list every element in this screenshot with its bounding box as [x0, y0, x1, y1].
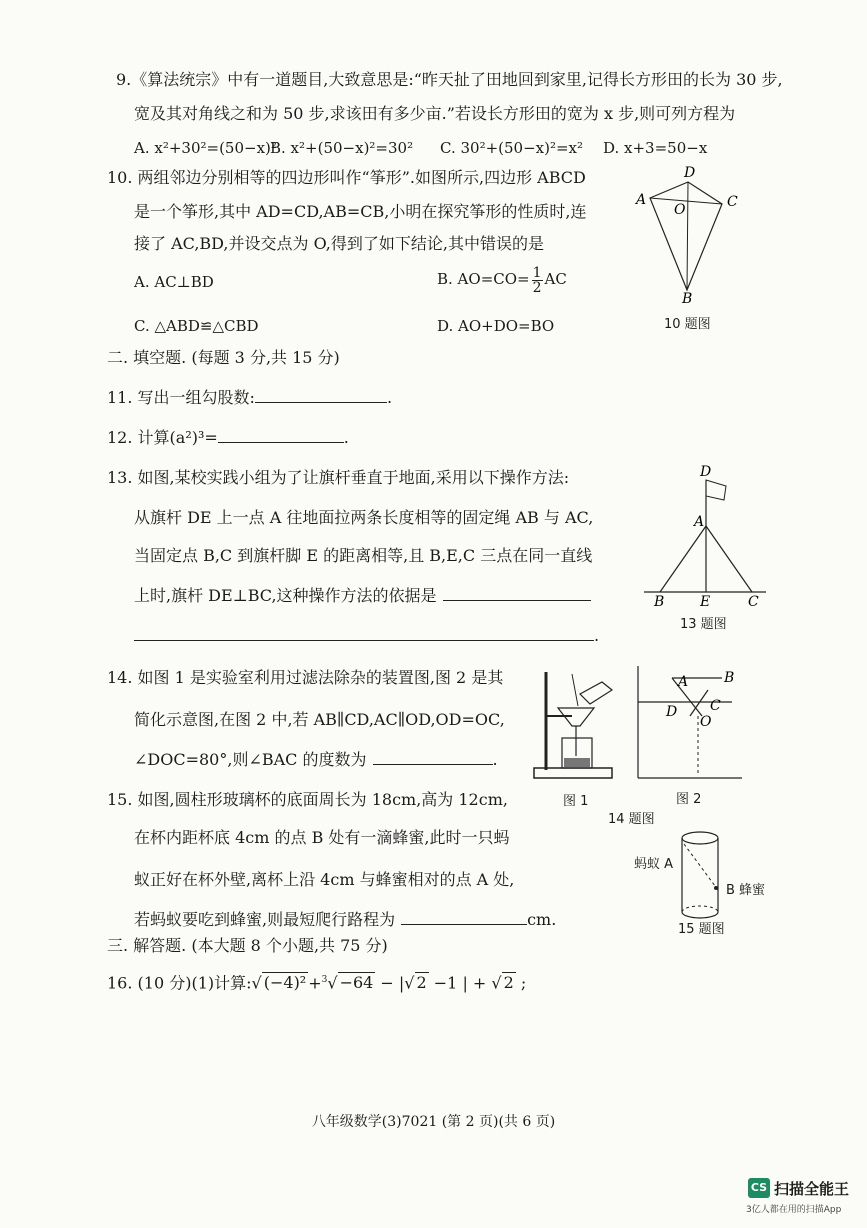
q15-line3: 蚁正好在杯外壁,离杯上沿 4cm 与蜂蜜相对的点 A 处, — [134, 870, 515, 889]
q10-option-b: B. AO=CO= $\frac{1}{2}$ AC — [437, 264, 567, 296]
figure-10-caption: 10 题图 — [664, 317, 711, 332]
q15-line4: 若蚂蚁要吃到蜂蜜,则最短爬行路程为 cm. — [134, 910, 557, 929]
watermark-subtitle: 3亿人都在用的扫描App — [746, 1205, 842, 1215]
fig13-label-c: C — [748, 594, 759, 610]
figure-14-schematic — [632, 664, 752, 784]
cube-root-icon: √ — [327, 973, 338, 993]
figure-15-caption: 15 题图 — [678, 922, 725, 937]
figure-14-caption: 14 题图 — [608, 812, 655, 827]
fig13-label-d: D — [700, 464, 712, 480]
figure-14-1-caption: 图 1 — [563, 794, 589, 809]
figure-15-cylinder — [676, 828, 736, 924]
fig14-label-b: B — [724, 670, 735, 686]
q10-option-c: C. △ABD≌△CBD — [134, 317, 259, 335]
q9-option-a: A. x²+30²=(50−x)² — [134, 139, 277, 157]
watermark-name: 扫描全能王 — [774, 1180, 850, 1198]
figure-14-apparatus — [528, 664, 624, 784]
fig14-label-a: A — [678, 674, 689, 690]
fig13-label-e: E — [700, 594, 711, 610]
q10-line3: 接了 AC,BD,并设交点为 O,得到了如下结论,其中错误的是 — [134, 234, 544, 253]
q9-option-c: C. 30²+(50−x)²=x² — [440, 139, 584, 157]
fig10-label-c: C — [727, 194, 738, 210]
q11: 11. 写出一组勾股数: . — [107, 388, 393, 407]
fig10-label-a: A — [636, 192, 647, 208]
fig13-label-b: B — [654, 594, 665, 610]
fraction-half: $\frac{1}{2}$ — [532, 264, 542, 296]
q9-line2: 宽及其对角线之和为 50 步,求该田有多少亩.”若设长方形田的宽为 x 步,则可列方程为 — [134, 104, 736, 123]
label-ant-a: 蚂蚁 A — [634, 857, 674, 872]
q13-answer-blank[interactable] — [443, 586, 591, 601]
section-3-title: 三. 解答题. (本大题 8 个小题,共 75 分) — [107, 936, 388, 955]
q12-answer-blank[interactable] — [218, 428, 344, 443]
q10-line2: 是一个筝形,其中 AD=CD,AB=CB,小明在探究筝形的性质时,连 — [134, 202, 587, 221]
sqrt-icon: √ — [251, 973, 262, 993]
section-2-title: 二. 填空题. (每题 3 分,共 15 分) — [107, 348, 340, 367]
camscanner-logo: CS — [748, 1178, 770, 1198]
sqrt-icon: √ — [404, 973, 415, 993]
figure-10-kite — [620, 160, 760, 310]
q10-option-a: A. AC⊥BD — [134, 273, 214, 291]
label-honey-b: B 蜂蜜 — [726, 883, 766, 898]
q9-option-d: D. x+3=50−x — [603, 139, 708, 157]
scanner-watermark — [748, 1178, 860, 1218]
q9-line1: 9.《算法统宗》中有一道题目,大致意思是:“昨天扯了田地回到家里,记得长方形田的长为 30 步, — [116, 70, 783, 89]
q15-line2: 在杯内距杯底 4cm 的点 B 处有一滴蜂蜜,此时一只蚂 — [134, 828, 510, 847]
q14-line2: 简化示意图,在图 2 中,若 AB∥CD,AC∥OD,OD=OC, — [134, 710, 505, 729]
q13-line2: 从旗杆 DE 上一点 A 往地面拉两条长度相等的固定绳 AB 与 AC, — [134, 508, 594, 527]
fig13-label-a: A — [694, 514, 705, 530]
page-footer: 八年级数学(3)7021 (第 2 页)(共 6 页) — [311, 1114, 556, 1130]
q15-line1: 15. 如图,圆柱形玻璃杯的底面周长为 18cm,高为 12cm, — [107, 790, 508, 809]
q13-line4: 上时,旗杆 DE⊥BC,这种操作方法的依据是 — [134, 586, 591, 606]
fig10-label-b: B — [682, 291, 693, 307]
figure-13-caption: 13 题图 — [680, 617, 727, 632]
q10-option-d: D. AO+DO=BO — [437, 317, 555, 335]
sqrt-icon: √ — [491, 973, 502, 993]
q16: 16. (10 分)(1)计算:√ (−4)² +$^3$√ −64 − |√ 2 −1 | + √ 2 ; — [107, 973, 527, 993]
fig14-label-c: C — [710, 698, 721, 714]
q14-line1: 14. 如图 1 是实验室利用过滤法除杂的装置图,图 2 是其 — [107, 668, 504, 687]
q13-line5: . — [134, 626, 599, 646]
figure-13-flagpole — [640, 460, 770, 610]
fig14-label-d: D — [666, 704, 678, 720]
fig14-label-o: O — [700, 714, 712, 730]
q13-line1: 13. 如图,某校实践小组为了让旗杆垂直于地面,采用以下操作方法: — [107, 468, 570, 487]
q10-line1: 10. 两组邻边分别相等的四边形叫作“筝形”.如图所示,四边形 ABCD — [107, 168, 586, 187]
figure-14-2-caption: 图 2 — [676, 792, 702, 807]
q9-option-b: B. x²+(50−x)²=30² — [270, 139, 414, 157]
q15-answer-blank[interactable] — [401, 910, 527, 925]
q13-answer-blank-2[interactable] — [134, 626, 594, 641]
fig10-label-o: O — [674, 202, 686, 218]
q14-answer-blank[interactable] — [373, 750, 493, 765]
q11-answer-blank[interactable] — [255, 388, 387, 403]
q14-line3: ∠DOC=80°,则∠BAC 的度数为 . — [134, 750, 498, 769]
q12: 12. 计算(a²)³= . — [107, 428, 349, 447]
q13-line3: 当固定点 B,C 到旗杆脚 E 的距离相等,且 B,E,C 三点在同一直线 — [134, 546, 593, 565]
fig10-label-d: D — [684, 165, 696, 181]
